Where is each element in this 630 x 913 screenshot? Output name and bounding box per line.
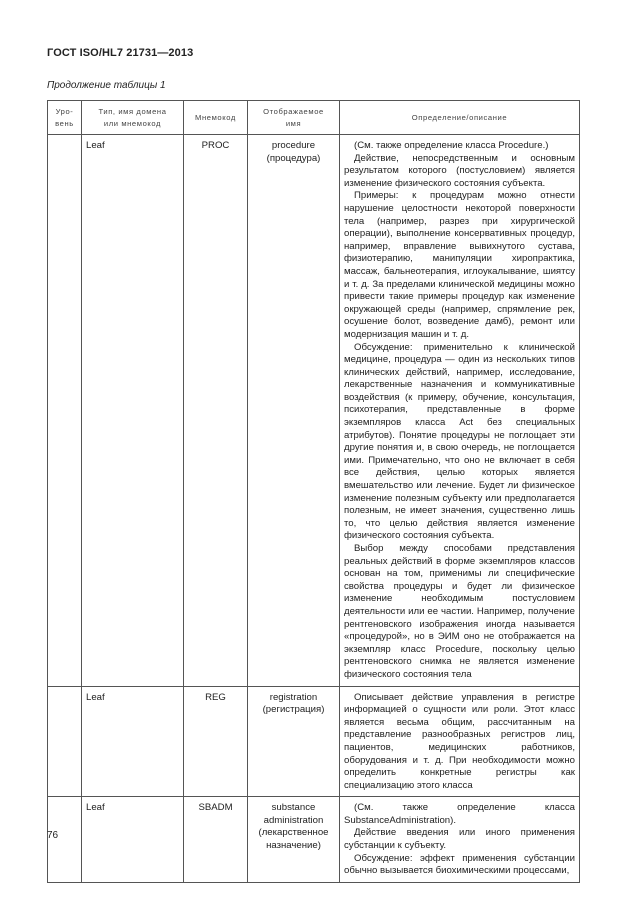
definition-paragraph: Описывает действие управления в регистре информацией о сущности или роли. Этот класс является весьма общим, рассчитанным на представление разнообразных регистров лиц, пациентов, медицинских работников, оборудования и т. д. При необходимости можно определить конкретные регистры как специализацию этого класса: [344, 691, 575, 791]
level-cell: [48, 135, 82, 687]
definition-paragraph: Примеры: к процедурам можно отнести нарушение целостности некоторой поверхности тела (например, разрез при хирургической операции), выполнение консервативных процедур, например, вправление вывихнутого сустава, физиотерапию, манипуляции хиропрактика, массаж, бальнеотерапия, иглоукалывание, шиятсу и т. д. За пределами клинической медицины можно привести такие примеры процедур как изменение окружающей среды (например, спрямление рек, осушение болот, возведение дамб), ремонт или модернизация машин и т. д.: [344, 190, 575, 340]
level-cell: [48, 686, 82, 797]
mnemonic-cell: PROC: [184, 135, 248, 687]
table-row: [48, 135, 580, 687]
column-header-display-name: Отображаемое имя: [248, 101, 340, 135]
definition-cell: [340, 135, 580, 687]
table-continuation-caption: Продолжение таблицы 1: [47, 80, 166, 91]
definition-paragraph: Действие введения или иного применения субстанции к субъекту.: [344, 827, 575, 852]
definition-cell: [340, 686, 580, 797]
page-number: 76: [47, 830, 59, 841]
definition-paragraph: (См. также определение класса SubstanceAdministration).: [344, 802, 575, 826]
table-row: [48, 797, 580, 883]
domain-cell: Leaf: [82, 135, 184, 687]
definition-cell: [340, 797, 580, 883]
table-body: [48, 135, 580, 883]
definition-paragraph: Обсуждение: применительно к клинической медицине, процедура — один из нескольких типов клинических действий, например, исследование, лекарственные назначения и коммуникативные воздействия (к примеру, обучение, консультация, психотерапия, представленные в форме экземпляров класса Act без специальных атрибутов). Понятие процедуры не поглощает эти другие понятия и, в свою очередь, не поглощается ими. Примечательно, что оно не включает в себя все действия, целью которых является вмешательство или лечение. Будет ли физическое изменение полезным субъекту или предполагается полезным, не имеет значения, существенно лишь то, что целью действия является изменение физического состояния субъекта.: [344, 341, 575, 542]
definition-paragraph: Выбор между способами представления реальных действий в форме экземпляров классов основан на том, применимы ли специфические свойства процедуры и будет ли физическое изменение необходимым постусловием деятельности или ее частии. Например, получение рентгеновского изображения иногда называется «процедурой», но в ЭИМ оно не отображается на экземпляр класс Procedure, поскольку целью рентгеновского снимка не является изменение физического состояния тела: [344, 543, 575, 680]
terms-table: [47, 100, 580, 883]
display-name-cell: registration (регистрация): [248, 686, 340, 797]
column-header-domain: Тип, имя домена или мнемокод: [82, 101, 184, 135]
display-name-cell: procedure (процедура): [248, 135, 340, 687]
mnemonic-cell: SBADM: [184, 797, 248, 883]
table-row: [48, 686, 580, 797]
definition-paragraph: (См. также определение класса Procedure.): [354, 140, 549, 151]
display-name-cell: substance administration (лекарственное назначение): [248, 797, 340, 883]
definition-paragraph: Обсуждение: эффект применения субстанции обычно вызывается биохимическими процессами,: [344, 852, 575, 877]
column-header-mnemonic: Мнемокод: [184, 101, 248, 135]
definition-paragraph: Действие, непосредственным и основным результатом которого (постусловием) является изменение физического состояния субъекта.: [344, 152, 575, 189]
mnemonic-cell: REG: [184, 686, 248, 797]
column-header-level: Уро- вень: [48, 101, 82, 135]
standard-header: ГОСТ ISO/HL7 21731—2013: [47, 47, 194, 59]
column-header-definition: Определение/описание: [340, 101, 580, 135]
domain-cell: Leaf: [82, 797, 184, 883]
domain-cell: Leaf: [82, 686, 184, 797]
table-header-row: [48, 101, 580, 135]
